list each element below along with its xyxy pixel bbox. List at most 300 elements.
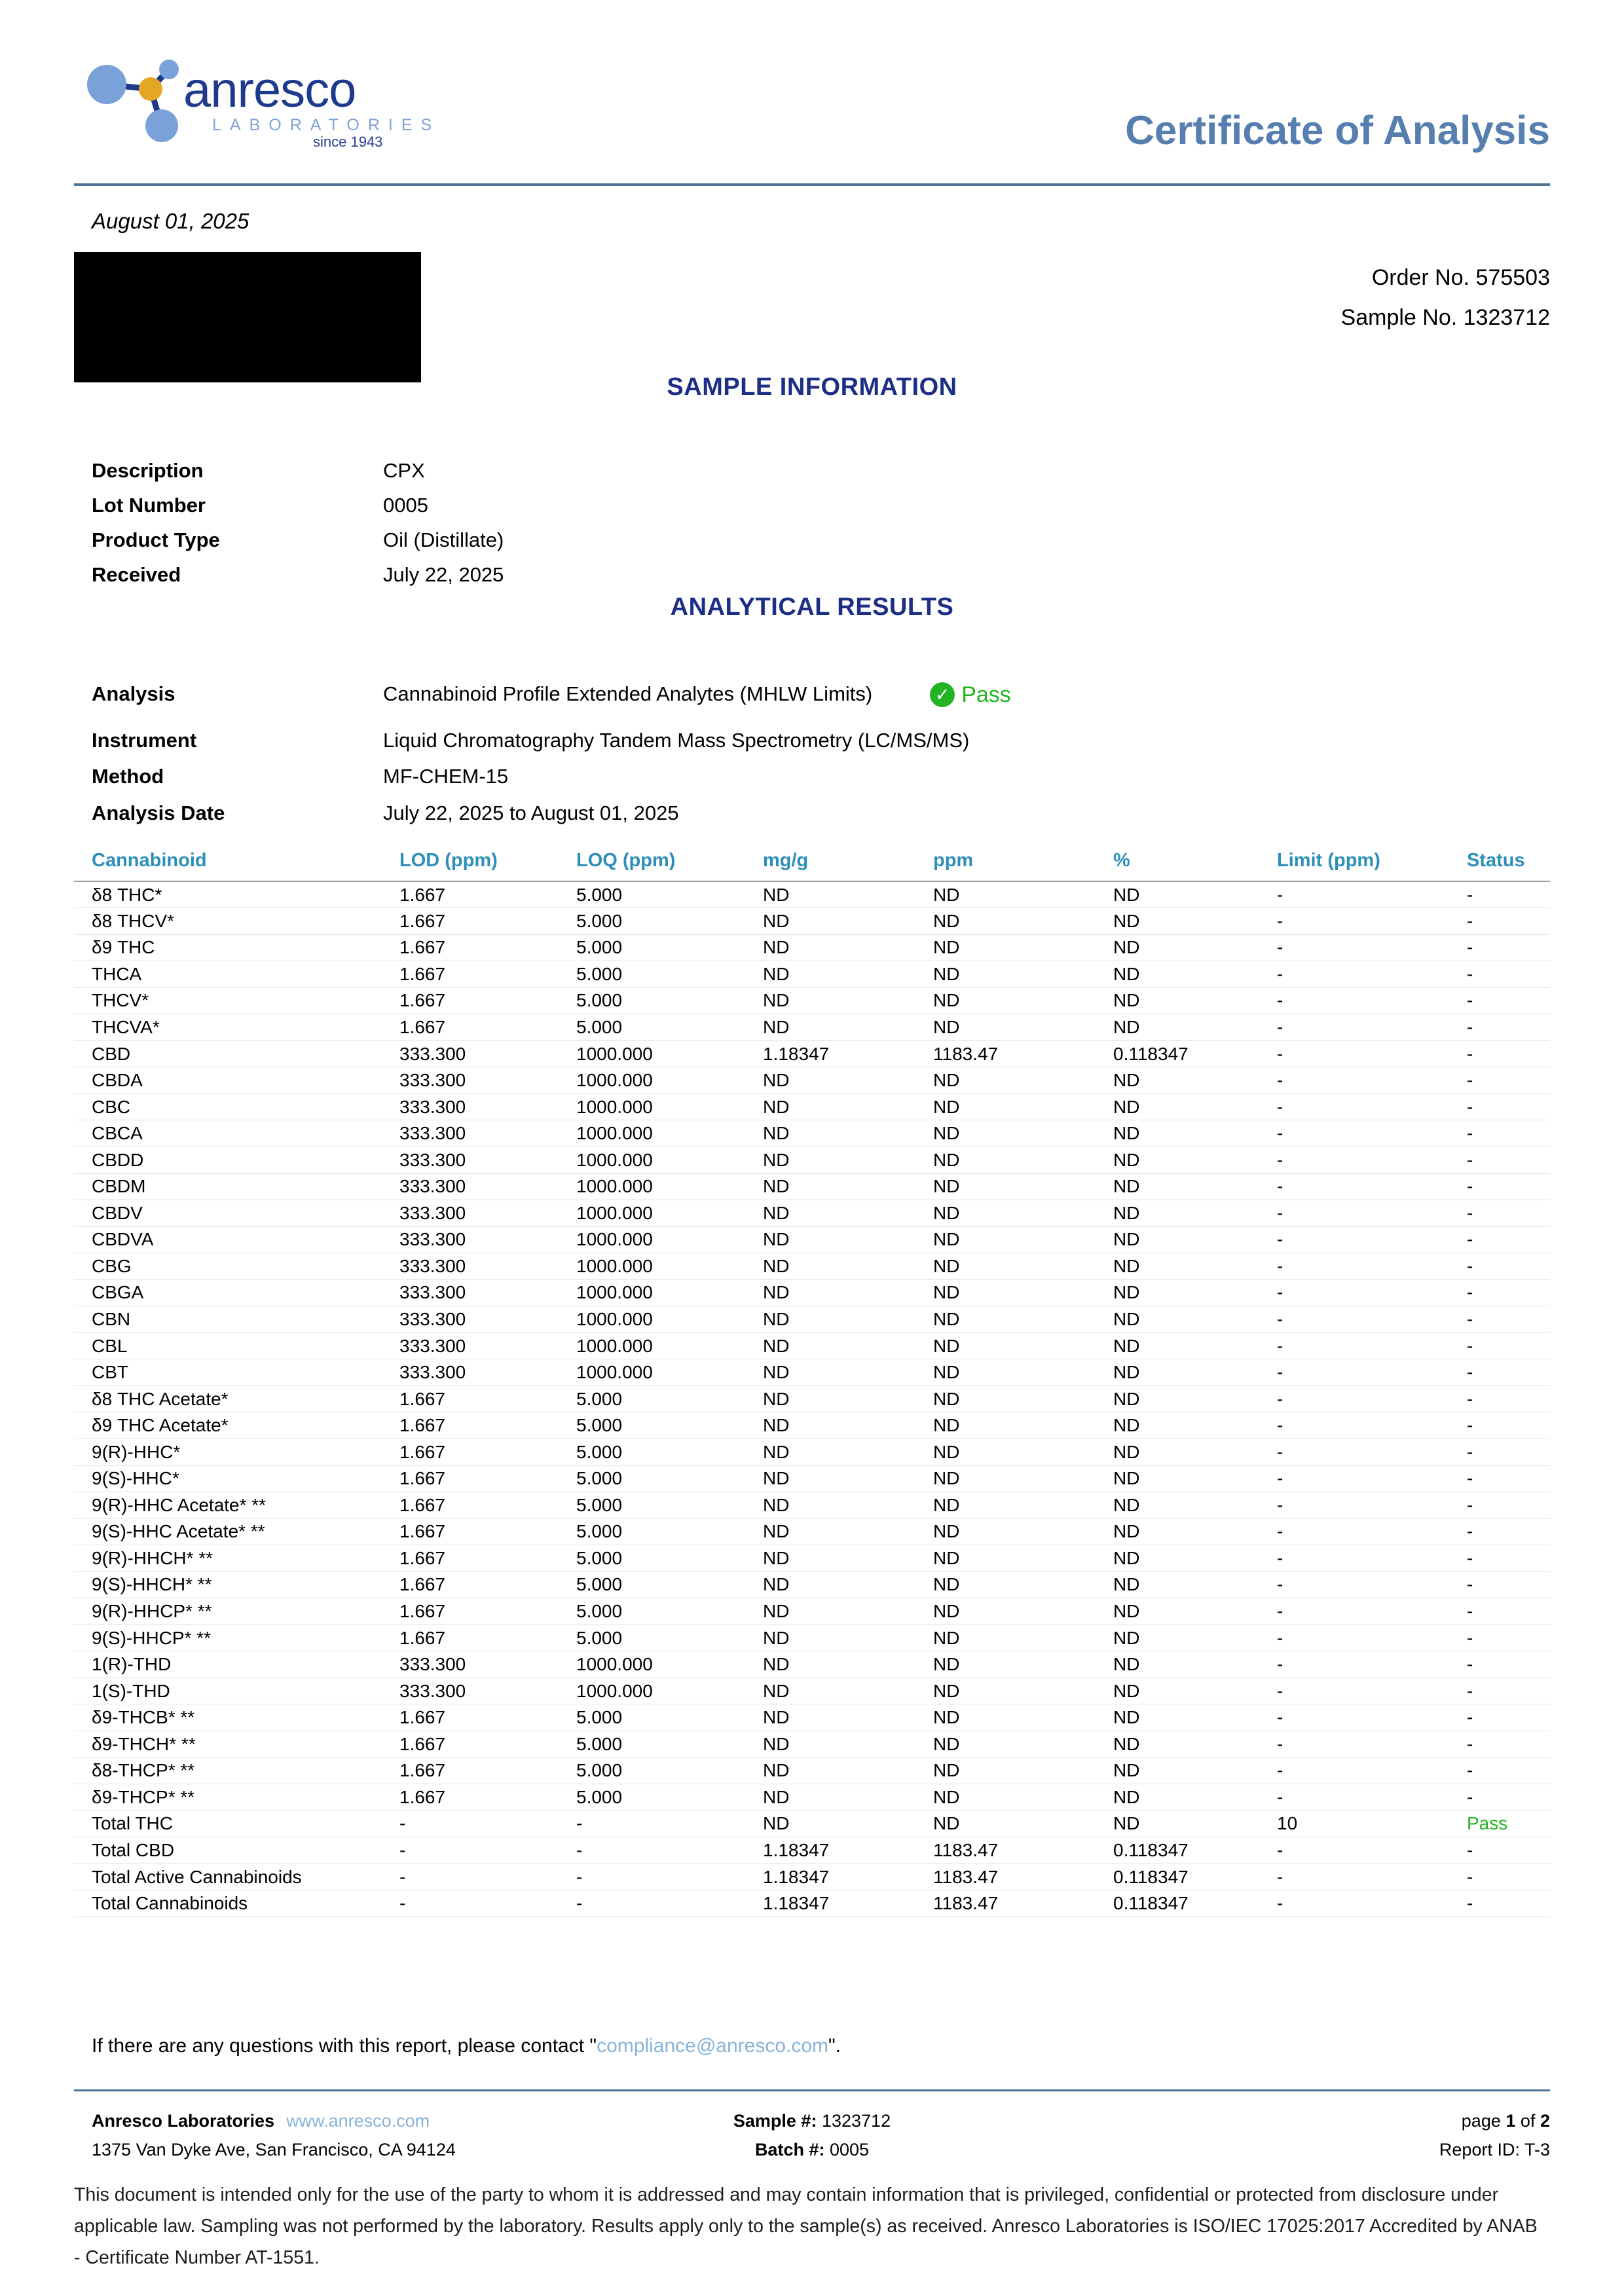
- table-cell: ND: [1096, 1067, 1259, 1094]
- table-cell: -: [1259, 908, 1449, 935]
- table-cell: 1.667: [382, 1731, 559, 1758]
- table-cell: 1.667: [382, 987, 559, 1014]
- table-cell: ND: [1096, 1147, 1259, 1173]
- table-cell: -: [1449, 1386, 1550, 1412]
- table-cell: 1000.000: [559, 1279, 745, 1306]
- table-cell: 9(S)-HHCP* **: [74, 1625, 382, 1651]
- analytical-results-fields: [92, 680, 1550, 828]
- table-cell: -: [1449, 1279, 1550, 1306]
- column-header: mg/g: [745, 850, 915, 881]
- table-cell: δ8-THCP* **: [74, 1757, 382, 1784]
- field-row: [92, 680, 1550, 709]
- table-cell: 0.118347: [1096, 1890, 1259, 1917]
- table-cell: 9(S)-HHC*: [74, 1465, 382, 1492]
- table-cell: -: [1259, 1465, 1449, 1492]
- table-cell: -: [1259, 1598, 1449, 1625]
- table-cell: -: [1449, 1412, 1550, 1439]
- table-cell: 1(S)-THD: [74, 1678, 382, 1704]
- table-cell: ND: [1096, 1173, 1259, 1200]
- table-cell: ND: [745, 1784, 915, 1811]
- table-cell: CBC: [74, 1093, 382, 1120]
- table-cell: ND: [1096, 934, 1259, 961]
- table-cell: 333.300: [382, 1067, 559, 1094]
- table-cell: 1000.000: [559, 1226, 745, 1253]
- table-cell: ND: [915, 881, 1096, 908]
- table-cell: 1000.000: [559, 1306, 745, 1333]
- table-cell: -: [1449, 934, 1550, 961]
- column-header: LOD (ppm): [382, 850, 559, 881]
- table-cell: 5.000: [559, 1545, 745, 1572]
- table-cell: -: [382, 1810, 559, 1837]
- table-cell: ND: [915, 1226, 1096, 1253]
- contact-text-suffix: ".: [828, 2035, 841, 2057]
- table-cell: -: [1449, 1093, 1550, 1120]
- table-cell: -: [1259, 1093, 1449, 1120]
- table-cell: -: [1259, 1651, 1449, 1678]
- table-cell: -: [559, 1864, 745, 1890]
- table-cell: ND: [1096, 1571, 1259, 1598]
- table-cell: 1.667: [382, 908, 559, 935]
- table-cell: -: [1449, 987, 1550, 1014]
- table-cell: 333.300: [382, 1253, 559, 1280]
- table-cell: ND: [1096, 987, 1259, 1014]
- footer-page-num: 1: [1505, 2111, 1516, 2131]
- table-cell: -: [1449, 1492, 1550, 1519]
- table-row: [74, 1704, 1550, 1731]
- table-cell: 1183.47: [915, 1040, 1096, 1067]
- table-cell: ND: [1096, 1492, 1259, 1519]
- table-cell: 1000.000: [559, 1120, 745, 1147]
- table-cell: 1.667: [382, 1492, 559, 1519]
- table-cell: 333.300: [382, 1279, 559, 1306]
- order-number: Order No. 575503: [1371, 265, 1550, 290]
- table-cell: ND: [915, 1359, 1096, 1386]
- table-cell: 1.667: [382, 1625, 559, 1651]
- table-cell: Total Cannabinoids: [74, 1890, 382, 1917]
- table-cell: CBCA: [74, 1120, 382, 1147]
- footer-page-total: 2: [1540, 2111, 1550, 2131]
- table-cell: ND: [1096, 1784, 1259, 1811]
- table-cell: ND: [915, 1093, 1096, 1120]
- table-cell: ND: [915, 1147, 1096, 1173]
- column-header: LOQ (ppm): [559, 850, 745, 881]
- table-cell: 1.667: [382, 1439, 559, 1465]
- table-cell: -: [1259, 1704, 1449, 1731]
- table-cell: ND: [915, 934, 1096, 961]
- footer-sample-number: [74, 2110, 1550, 2132]
- table-cell: ND: [915, 1120, 1096, 1147]
- table-cell: δ9-THCH* **: [74, 1731, 382, 1758]
- table-cell: -: [1449, 1253, 1550, 1280]
- table-cell: 1.667: [382, 1518, 559, 1545]
- table-cell: ND: [1096, 1625, 1259, 1651]
- table-cell: -: [1259, 1226, 1449, 1253]
- table-cell: -: [1449, 1173, 1550, 1200]
- order-sample-numbers: [1341, 258, 1550, 338]
- table-cell: -: [1449, 908, 1550, 935]
- table-cell: ND: [915, 1492, 1096, 1519]
- table-cell: ND: [915, 1465, 1096, 1492]
- table-cell: ND: [1096, 1200, 1259, 1227]
- table-cell: 0.118347: [1096, 1837, 1259, 1864]
- table-cell: -: [1449, 1120, 1550, 1147]
- table-row: [74, 1120, 1550, 1147]
- footer-batch-label: Batch #:: [754, 2140, 825, 2159]
- table-cell: Total CBD: [74, 1837, 382, 1864]
- table-cell: 5.000: [559, 1784, 745, 1811]
- table-cell: ND: [745, 1120, 915, 1147]
- table-cell: 1000.000: [559, 1173, 745, 1200]
- table-row: [74, 1571, 1550, 1598]
- table-cell: -: [1449, 1890, 1550, 1917]
- table-cell: -: [1259, 1173, 1449, 1200]
- table-cell: -: [1449, 1439, 1550, 1465]
- table-cell: ND: [1096, 1332, 1259, 1359]
- column-header: %: [1096, 850, 1259, 881]
- table-cell: 5.000: [559, 1439, 745, 1465]
- table-cell: CBL: [74, 1332, 382, 1359]
- redacted-block: [74, 252, 421, 382]
- table-cell: 1(R)-THD: [74, 1651, 382, 1678]
- table-cell: -: [1449, 1864, 1550, 1890]
- field-value: Oil (Distillate): [383, 528, 504, 551]
- header-divider: [74, 183, 1550, 186]
- table-cell: 5.000: [559, 1412, 745, 1439]
- sample-number: Sample No. 1323712: [1340, 305, 1550, 330]
- table-cell: δ9 THC: [74, 934, 382, 961]
- table-cell: 1000.000: [559, 1332, 745, 1359]
- table-cell: 1000.000: [559, 1093, 745, 1120]
- table-cell: -: [1259, 1439, 1449, 1465]
- table-cell: 333.300: [382, 1040, 559, 1067]
- table-cell: -: [1259, 1412, 1449, 1439]
- table-cell: 1.667: [382, 1465, 559, 1492]
- field-value: 0005: [383, 494, 428, 517]
- table-cell: ND: [1096, 1279, 1259, 1306]
- sample-information-fields: [92, 453, 1550, 592]
- table-cell: ND: [1096, 1226, 1259, 1253]
- field-label: Analysis Date: [92, 801, 225, 824]
- table-cell: 9(R)-HHC Acetate* **: [74, 1492, 382, 1519]
- table-cell: 1.667: [382, 1386, 559, 1412]
- table-cell: -: [1449, 1518, 1550, 1545]
- field-label: Lot Number: [92, 494, 206, 517]
- table-cell: δ9 THC Acetate*: [74, 1412, 382, 1439]
- table-cell: CBDV: [74, 1200, 382, 1227]
- table-cell: 1.667: [382, 1545, 559, 1572]
- table-cell: ND: [745, 1731, 915, 1758]
- table-cell: -: [1259, 961, 1449, 988]
- table-row: [74, 1332, 1550, 1359]
- table-cell: 5.000: [559, 1598, 745, 1625]
- table-cell: -: [1259, 1492, 1449, 1519]
- table-cell: -: [1449, 1784, 1550, 1811]
- table-cell: ND: [915, 1439, 1096, 1465]
- table-cell: 333.300: [382, 1306, 559, 1333]
- table-cell: 5.000: [559, 1465, 745, 1492]
- table-cell: 1000.000: [559, 1678, 745, 1704]
- table-cell: -: [1259, 1386, 1449, 1412]
- table-cell: ND: [915, 1625, 1096, 1651]
- table-cell: ND: [745, 1465, 915, 1492]
- table-cell: 1.18347: [745, 1864, 915, 1890]
- table-cell: ND: [915, 1332, 1096, 1359]
- table-cell: 1183.47: [915, 1890, 1096, 1917]
- field-row: [92, 523, 1550, 557]
- table-cell: ND: [915, 1279, 1096, 1306]
- table-cell: -: [1449, 1678, 1550, 1704]
- table-cell: -: [382, 1837, 559, 1864]
- table-cell: ND: [1096, 908, 1259, 935]
- table-row: [74, 1386, 1550, 1412]
- table-cell: ND: [915, 1412, 1096, 1439]
- analytical-results-heading: ANALYTICAL RESULTS: [670, 593, 954, 621]
- table-cell: ND: [745, 1651, 915, 1678]
- table-cell: 9(R)-HHC*: [74, 1439, 382, 1465]
- table-header-row: [74, 850, 1550, 881]
- table-cell: ND: [915, 1571, 1096, 1598]
- table-cell: 5.000: [559, 881, 745, 908]
- table-cell: ND: [745, 1014, 915, 1041]
- table-cell: 1.18347: [745, 1837, 915, 1864]
- table-cell: -: [1259, 1120, 1449, 1147]
- table-cell: -: [1449, 1226, 1550, 1253]
- table-cell: ND: [745, 1279, 915, 1306]
- table-cell: -: [1259, 1200, 1449, 1227]
- table-row: [74, 1226, 1550, 1253]
- table-cell: CBD: [74, 1040, 382, 1067]
- table-row: [74, 1040, 1550, 1067]
- table-cell: CBN: [74, 1306, 382, 1333]
- table-row: [74, 1147, 1550, 1173]
- table-cell: -: [382, 1890, 559, 1917]
- field-label: Description: [92, 459, 204, 482]
- table-cell: -: [1449, 1598, 1550, 1625]
- table-cell: ND: [915, 1067, 1096, 1094]
- table-row: [74, 1173, 1550, 1200]
- table-cell: 333.300: [382, 1678, 559, 1704]
- table-cell: ND: [745, 1757, 915, 1784]
- table-cell: 1.667: [382, 1784, 559, 1811]
- table-header: [74, 850, 1550, 881]
- table-cell: -: [1449, 1040, 1550, 1067]
- table-cell: 1.667: [382, 1598, 559, 1625]
- table-cell: 5.000: [559, 934, 745, 961]
- table-row: [74, 934, 1550, 961]
- table-cell: -: [1259, 1040, 1449, 1067]
- table-cell: ND: [1096, 1465, 1259, 1492]
- table-cell: -: [559, 1810, 745, 1837]
- table-cell: -: [1449, 1731, 1550, 1758]
- table-cell: -: [1449, 1147, 1550, 1173]
- table-row: [74, 1279, 1550, 1306]
- table-cell: ND: [915, 1306, 1096, 1333]
- table-cell: ND: [915, 1386, 1096, 1412]
- table-cell: ND: [915, 1173, 1096, 1200]
- footer-company: Anresco Laboratories: [92, 2111, 275, 2131]
- table-cell: -: [1259, 1625, 1449, 1651]
- field-value: Cannabinoid Profile Extended Analytes (MHLW Limits): [383, 682, 873, 705]
- table-cell: -: [559, 1837, 745, 1864]
- table-cell: ND: [745, 1147, 915, 1173]
- column-header: Status: [1449, 850, 1550, 881]
- table-cell: ND: [915, 1784, 1096, 1811]
- table-cell: ND: [1096, 1810, 1259, 1837]
- footer-address: 1375 Van Dyke Ave, San Francisco, CA 94124: [92, 2140, 456, 2159]
- table-cell: ND: [915, 1651, 1096, 1678]
- table-cell: CBT: [74, 1359, 382, 1386]
- table-row: [74, 1731, 1550, 1758]
- table-cell: -: [1449, 1651, 1550, 1678]
- table-cell: -: [382, 1864, 559, 1890]
- table-cell: -: [1259, 1837, 1449, 1864]
- table-cell: ND: [745, 1810, 915, 1837]
- table-cell: -: [1259, 1359, 1449, 1386]
- sample-information-heading: SAMPLE INFORMATION: [667, 373, 957, 401]
- table-cell: ND: [915, 1518, 1096, 1545]
- table-cell: THCV*: [74, 987, 382, 1014]
- table-cell: CBDA: [74, 1067, 382, 1094]
- table-cell: -: [1259, 1571, 1449, 1598]
- table-cell: -: [1449, 1625, 1550, 1651]
- table-cell: 1.18347: [745, 1890, 915, 1917]
- table-cell: 1.667: [382, 1412, 559, 1439]
- contact-text-prefix: If there are any questions with this report, please contact ": [92, 2035, 597, 2057]
- table-cell: ND: [915, 1200, 1096, 1227]
- table-cell: -: [1259, 1545, 1449, 1572]
- table-cell: CBDVA: [74, 1226, 382, 1253]
- field-row: [92, 488, 1550, 523]
- table-cell: ND: [1096, 1545, 1259, 1572]
- table-cell: ND: [1096, 1359, 1259, 1386]
- table-row: [74, 1465, 1550, 1492]
- table-cell: δ8 THCV*: [74, 908, 382, 935]
- field-value: July 22, 2025 to August 01, 2025: [383, 801, 679, 824]
- footer-sample-label: Sample #:: [733, 2111, 817, 2131]
- table-cell: -: [1259, 1890, 1449, 1917]
- table-row: [74, 1306, 1550, 1333]
- table-cell: ND: [745, 1067, 915, 1094]
- table-cell: -: [1449, 1067, 1550, 1094]
- table-cell: 333.300: [382, 1147, 559, 1173]
- table-cell: -: [1259, 881, 1449, 908]
- table-cell: ND: [745, 1253, 915, 1280]
- contact-line: [92, 2034, 841, 2059]
- table-cell: ND: [1096, 1306, 1259, 1333]
- footer-page-indicator: [1462, 2110, 1550, 2132]
- table-cell: -: [1259, 1518, 1449, 1545]
- table-cell: -: [1259, 1731, 1449, 1758]
- contact-email-link[interactable]: compliance@anresco.com: [597, 2035, 829, 2057]
- field-label: Method: [92, 765, 164, 788]
- table-cell: 1.667: [382, 1014, 559, 1041]
- table-cell: ND: [915, 908, 1096, 935]
- table-row: [74, 1545, 1550, 1572]
- table-cell: 0.118347: [1096, 1040, 1259, 1067]
- table-cell: Total THC: [74, 1810, 382, 1837]
- table-cell: 1.667: [382, 961, 559, 988]
- table-cell: Total Active Cannabinoids: [74, 1864, 382, 1890]
- table-cell: -: [1259, 934, 1449, 961]
- table-cell: ND: [915, 1757, 1096, 1784]
- table-row: [74, 1598, 1550, 1625]
- footer-website-link[interactable]: www.anresco.com: [286, 2111, 430, 2131]
- table-cell: -: [1449, 1332, 1550, 1359]
- column-header: ppm: [915, 850, 1096, 881]
- table-cell: ND: [1096, 1651, 1259, 1678]
- table-cell: ND: [745, 881, 915, 908]
- table-cell: ND: [1096, 1412, 1259, 1439]
- table-cell: 1.18347: [745, 1040, 915, 1067]
- disclaimer-text: This document is intended only for the use of the party to whom it is addressed and may contain information that is privileged, confidential or protected from disclosure under applicable law. Sampling was not performed by the laboratory. Results apply only to the sample(s) as received. Anresco Laboratories is ISO/IEC 17025:2017 Accredited by ANAB - Certificate Number AT-1551.: [74, 2184, 1538, 2268]
- table-cell: 5.000: [559, 908, 745, 935]
- field-value: MF-CHEM-15: [383, 765, 509, 788]
- field-label: Product Type: [92, 528, 220, 551]
- table-cell: ND: [745, 961, 915, 988]
- table-cell: δ8 THC Acetate*: [74, 1386, 382, 1412]
- table-cell: 5.000: [559, 1571, 745, 1598]
- table-cell: ND: [1096, 1518, 1259, 1545]
- table-cell: 9(R)-HHCP* **: [74, 1598, 382, 1625]
- table-cell: ND: [915, 1704, 1096, 1731]
- table-cell: ND: [1096, 1678, 1259, 1704]
- table-cell: ND: [915, 1545, 1096, 1572]
- table-row: [74, 1014, 1550, 1041]
- table-cell: -: [1259, 1864, 1449, 1890]
- table-cell: -: [1449, 1545, 1550, 1572]
- table-cell: ND: [1096, 1386, 1259, 1412]
- table-cell: 333.300: [382, 1359, 559, 1386]
- footer-sample-value: 1323712: [821, 2111, 891, 2131]
- table-cell: ND: [745, 908, 915, 935]
- table-cell: δ8 THC*: [74, 881, 382, 908]
- table-row: [74, 961, 1550, 988]
- table-row: [74, 1093, 1550, 1120]
- table-cell: 5.000: [559, 961, 745, 988]
- table-row: [74, 1439, 1550, 1465]
- table-cell: 1.667: [382, 881, 559, 908]
- field-row: [92, 557, 1550, 592]
- table-cell: ND: [745, 1226, 915, 1253]
- table-cell: -: [1449, 1014, 1550, 1041]
- field-row: [92, 799, 1550, 828]
- table-cell: -: [1259, 1678, 1449, 1704]
- table-cell: THCA: [74, 961, 382, 988]
- table-cell: -: [1259, 1147, 1449, 1173]
- table-row: [74, 1784, 1550, 1811]
- table-cell: ND: [745, 1598, 915, 1625]
- footer-page-of: of: [1520, 2111, 1536, 2131]
- table-cell: 5.000: [559, 987, 745, 1014]
- table-cell: 333.300: [382, 1226, 559, 1253]
- table-row: [74, 1067, 1550, 1094]
- field-value: CPX: [383, 459, 425, 482]
- table-cell: 333.300: [382, 1120, 559, 1147]
- table-row: [74, 1412, 1550, 1439]
- table-cell: ND: [745, 1571, 915, 1598]
- table-cell: 1.667: [382, 1757, 559, 1784]
- table-row: [74, 1890, 1550, 1917]
- table-cell: 1183.47: [915, 1837, 1096, 1864]
- table-cell: -: [1449, 1465, 1550, 1492]
- cannabinoid-results-table: [74, 850, 1550, 1917]
- table-cell: -: [1449, 881, 1550, 908]
- footer-divider: [74, 2089, 1550, 2091]
- table-cell: 333.300: [382, 1093, 559, 1120]
- table-cell: CBG: [74, 1253, 382, 1280]
- table-cell: CBDM: [74, 1173, 382, 1200]
- table-row: [74, 1864, 1550, 1890]
